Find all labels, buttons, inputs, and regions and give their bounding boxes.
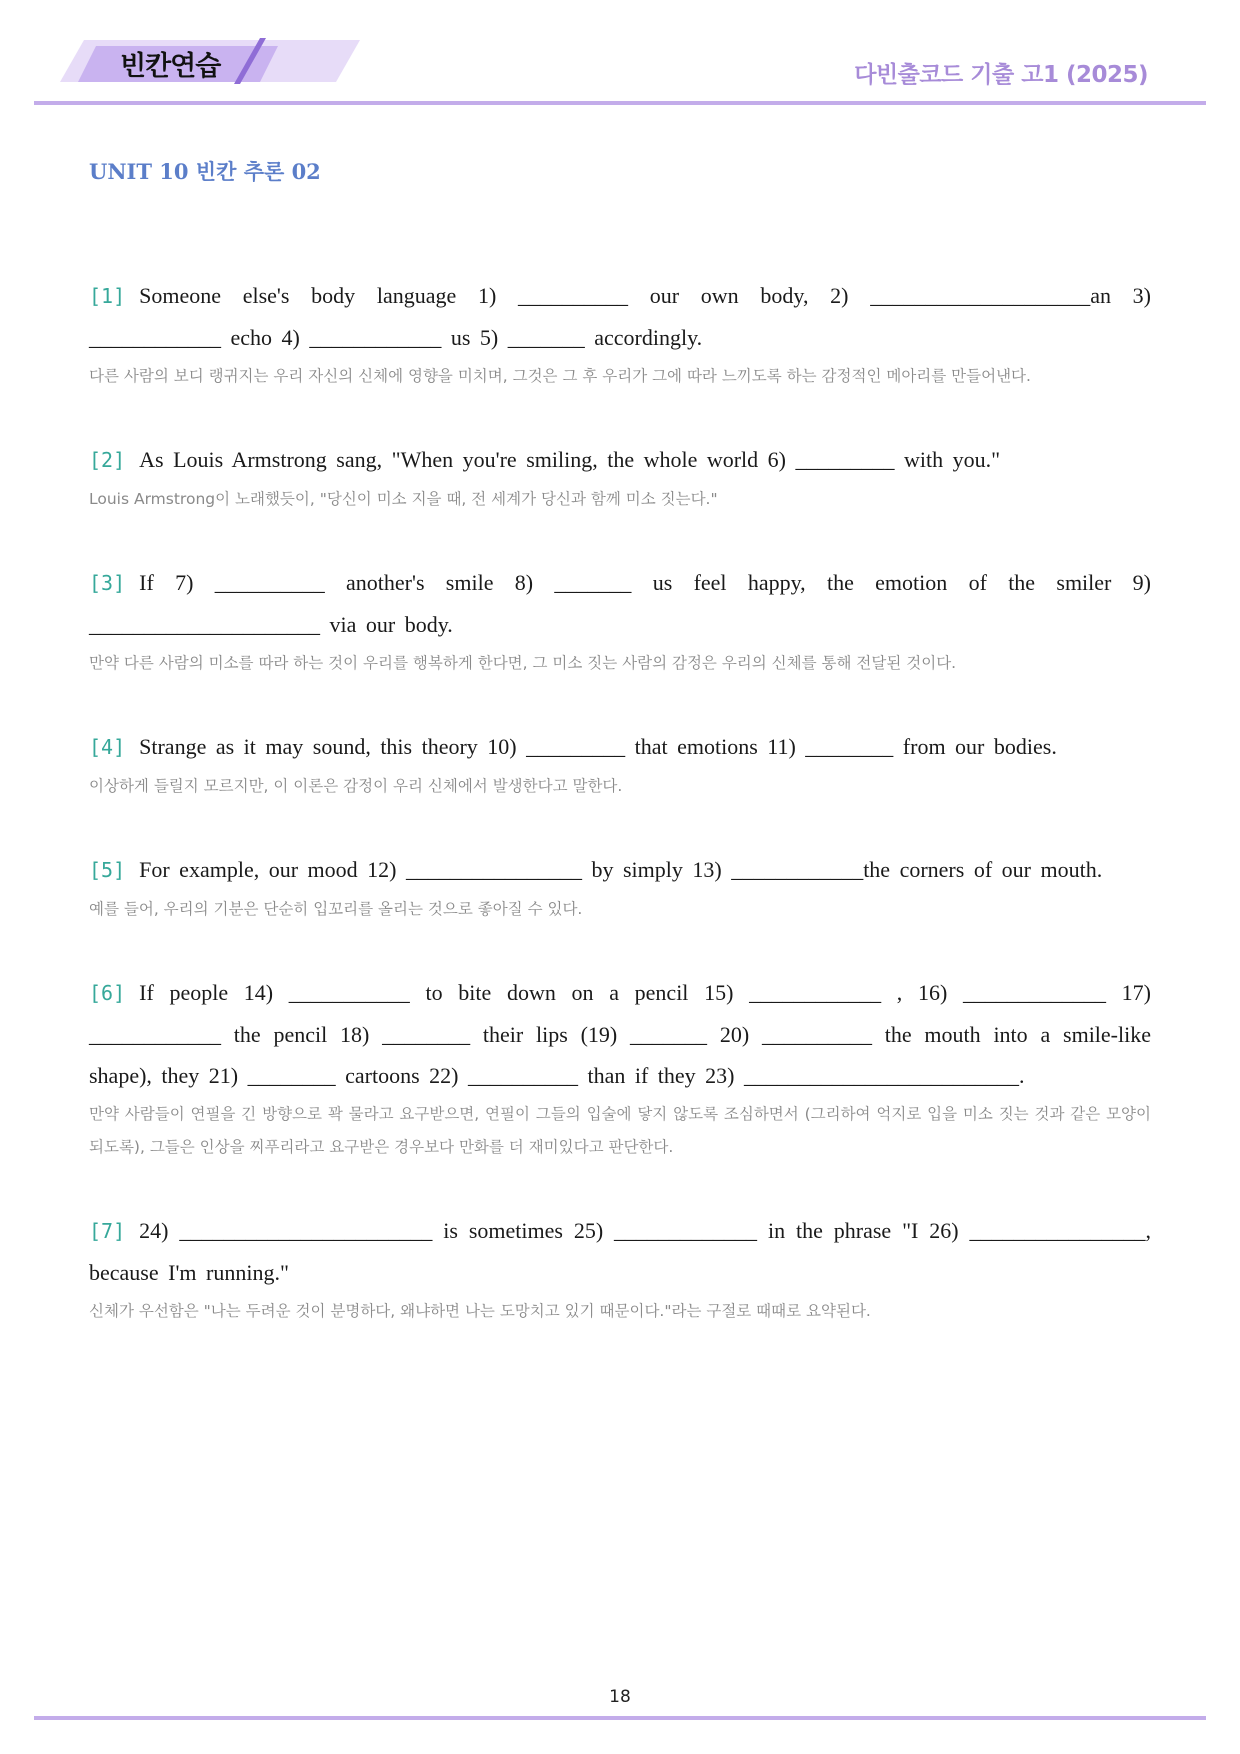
document-title: 다빈출코드 기출 고1 (2025) xyxy=(854,62,1148,88)
english-sentence xyxy=(89,1210,1151,1293)
exercise-list xyxy=(89,275,1151,1374)
english-sentence xyxy=(89,562,1151,645)
english-text: 24) _______________________ is sometimes 25) _____________ in the phrase "I 26) ________________, because I'm running." xyxy=(89,1218,1151,1285)
banner-title: 빈칸연습 xyxy=(120,51,221,82)
korean-translation: 다른 사람의 보디 랭귀지는 우리 자신의 신체에 영향을 미치며, 그것은 그 후 우리가 그에 따라 느끼도록 하는 감정적인 메아리를 만들어낸다. xyxy=(89,367,1031,385)
english-sentence xyxy=(89,726,1151,768)
item-number: [3] xyxy=(89,571,126,595)
english-sentence xyxy=(89,972,1151,1096)
item-number: [7] xyxy=(89,1219,126,1243)
page-number: 18 xyxy=(609,1687,631,1707)
unit-title: UNIT 10 빈칸 추론 02 xyxy=(89,159,321,184)
english-sentence xyxy=(89,439,1151,481)
header-banner xyxy=(60,38,360,84)
korean-translation: 만약 다른 사람의 미소를 따라 하는 것이 우리를 행복하게 한다면, 그 미소 짓는 사람의 감정은 우리의 신체를 통해 전달된 것이다. xyxy=(89,654,957,672)
korean-translation: 이상하게 들릴지 모르지만, 이 이론은 감정이 우리 신체에서 발생한다고 말한다. xyxy=(89,777,623,795)
header-divider xyxy=(34,101,1206,105)
item-number: [4] xyxy=(89,735,126,759)
exercise-item xyxy=(89,972,1151,1164)
english-text: Strange as it may sound, this theory 10) _________ that emotions 11) ________ from our bodies. xyxy=(139,734,1057,759)
english-text: If 7) __________ another's smile 8) _______ us feel happy, the emotion of the smiler 9) _____________________ via our body. xyxy=(89,570,1151,637)
english-sentence xyxy=(89,275,1151,358)
exercise-item xyxy=(89,562,1151,680)
korean-translation: Louis Armstrong이 노래했듯이, "당신이 미소 지을 때, 전 세계가 당신과 함께 미소 짓는다." xyxy=(89,490,718,508)
english-text: If people 14) ___________ to bite down on a pencil 15) ____________ , 16) _____________ 17) ____________ the pencil 18) ________ their lips (19) _______ 20) __________ the mouth into a smile-like shape), they 21) ________ cartoons 22) __________ than if they 23) _________________________. xyxy=(89,980,1151,1088)
korean-translation: 예를 들어, 우리의 기분은 단순히 입꼬리를 올리는 것으로 좋아질 수 있다. xyxy=(89,900,583,918)
exercise-item xyxy=(89,1210,1151,1328)
item-number: [2] xyxy=(89,448,126,472)
korean-translation: 신체가 우선함은 "나는 두려운 것이 분명하다, 왜냐하면 나는 도망치고 있기 때문이다."라는 구절로 때때로 요약된다. xyxy=(89,1302,871,1320)
item-number: [6] xyxy=(89,981,126,1005)
exercise-item xyxy=(89,275,1151,393)
footer-divider xyxy=(34,1716,1206,1720)
item-number: [1] xyxy=(89,284,126,308)
english-text: Someone else's body language 1) __________ our own body, 2) ____________________an 3) ____________ echo 4) ____________ us 5) _______ accordingly. xyxy=(89,283,1151,350)
english-text: For example, our mood 12) ________________ by simply 13) ____________the corners of our mouth. xyxy=(139,857,1103,882)
korean-translation: 만약 사람들이 연필을 긴 방향으로 꽉 물라고 요구받으면, 연필이 그들의 입술에 닿지 않도록 조심하면서 (그리하여 억지로 입을 미소 짓는 것과 같은 모양이 되도록), 그들은 인상을 찌푸리라고 요구받은 경우보다 만화를 더 재미있다고 판단한다. xyxy=(89,1105,1151,1156)
exercise-item xyxy=(89,439,1151,516)
exercise-item xyxy=(89,726,1151,803)
exercise-item xyxy=(89,849,1151,926)
item-number: [5] xyxy=(89,858,126,882)
english-sentence xyxy=(89,849,1151,891)
english-text: As Louis Armstrong sang, "When you're smiling, the whole world 6) _________ with you." xyxy=(139,447,1001,472)
